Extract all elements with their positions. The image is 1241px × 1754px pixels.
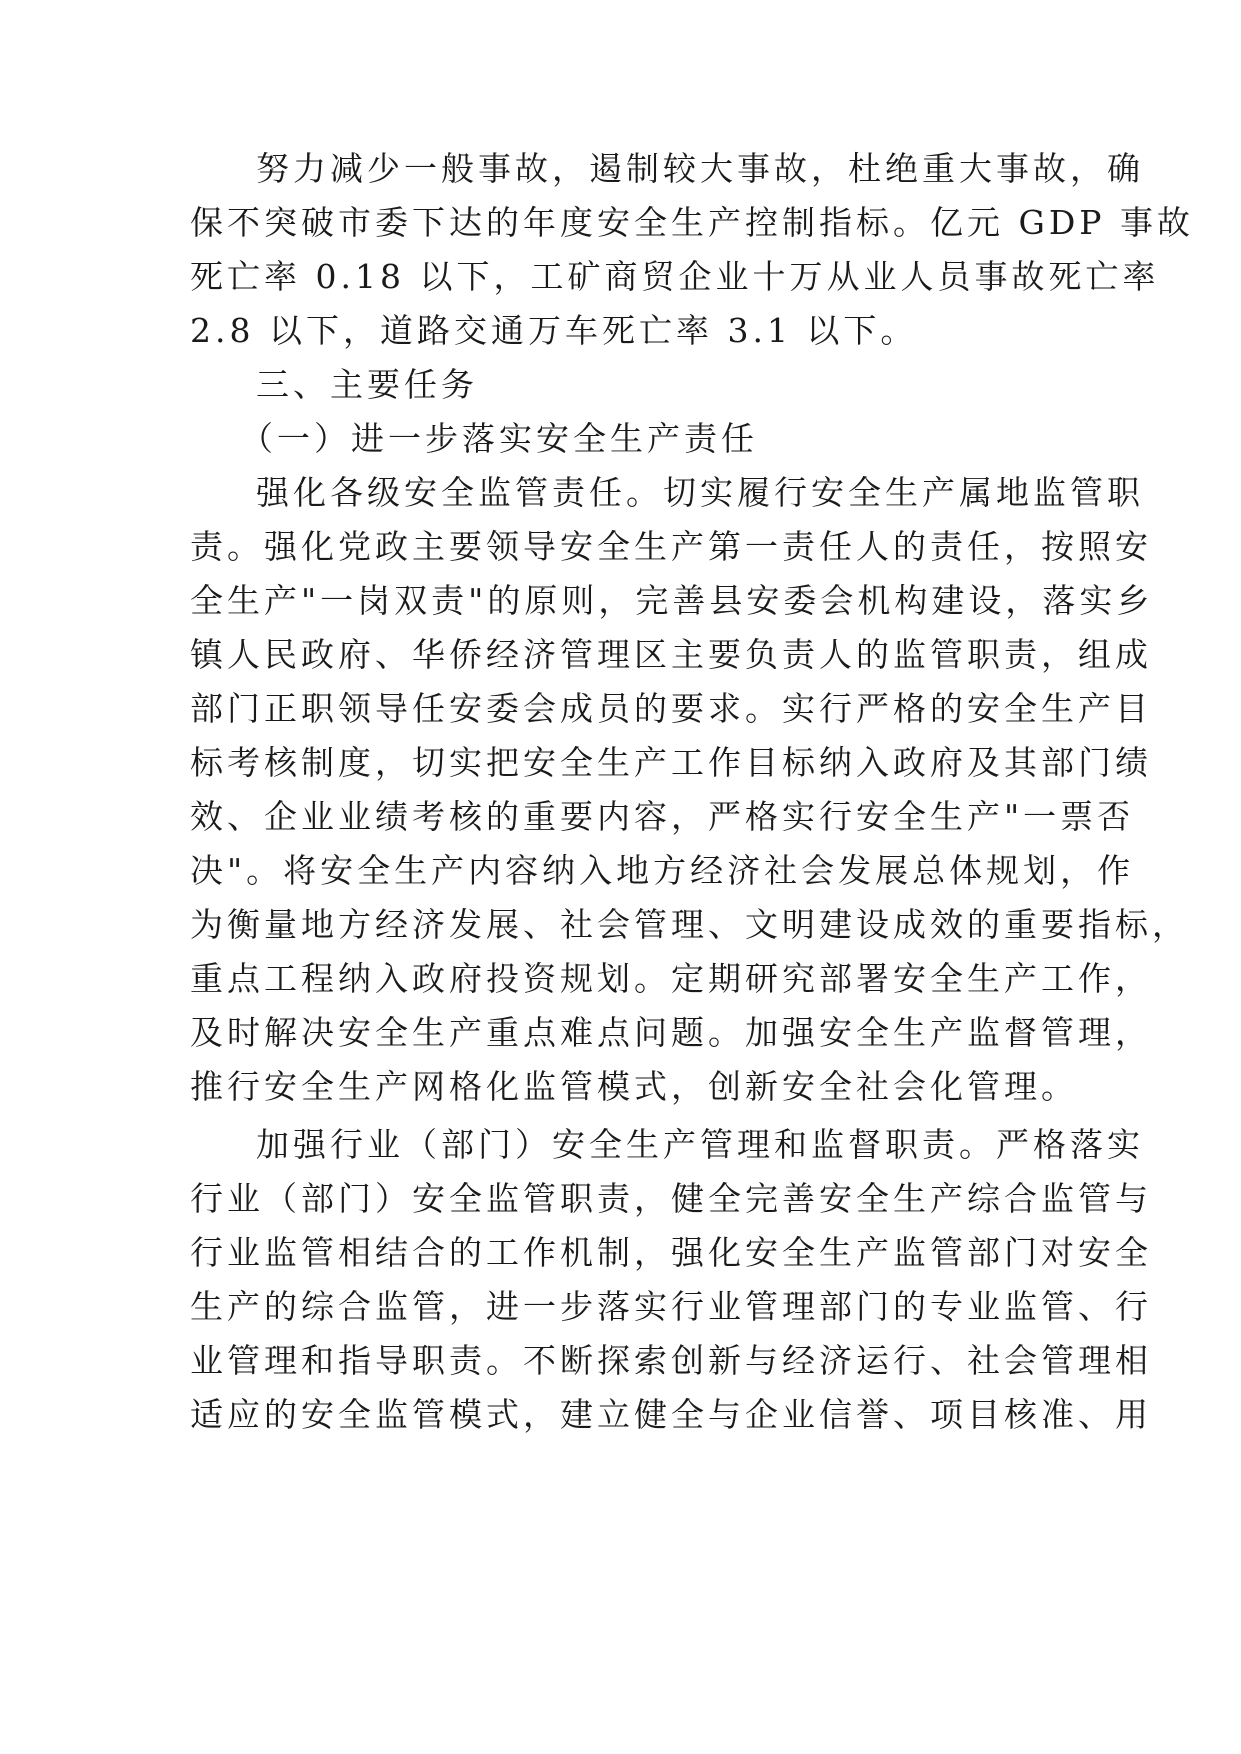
paragraph-line: 全生产"一岗双责"的原则，完善县安委会机构建设，落实乡 [190,581,1154,620]
paragraph-line: 加强行业（部门）安全生产管理和监督职责。严格落实 [256,1125,1144,1164]
paragraph-line: 保不突破市委下达的年度安全生产控制指标。亿元 GDP 事故 [190,203,1195,242]
paragraph-line: 决"。将安全生产内容纳入地方经济社会发展总体规划，作 [190,851,1135,890]
paragraph-line: 强化各级安全监管责任。切实履行安全生产属地监管职 [256,473,1144,512]
paragraph-line: 适应的安全监管模式，建立健全与企业信誉、项目核准、用 [190,1395,1152,1434]
paragraph-line: 部门正职领导任安委会成员的要求。实行严格的安全生产目 [190,689,1152,728]
paragraph-line: 行业（部门）安全监管职责，健全完善安全生产综合监管与 [190,1179,1152,1218]
paragraph-line: 推行安全生产网格化监管模式，创新安全社会化管理。 [190,1067,1078,1106]
paragraph-line: 2.8 以下，道路交通万车死亡率 3.1 以下。 [190,311,918,350]
paragraph-line: 行业监管相结合的工作机制，强化安全生产监管部门对安全 [190,1233,1152,1272]
subsection-heading: （一）进一步落实安全生产责任 [240,419,758,458]
paragraph-line: 重点工程纳入政府投资规划。定期研究部署安全生产工作， [190,959,1152,998]
paragraph-line: 业管理和指导职责。不断探索创新与经济运行、社会管理相 [190,1341,1152,1380]
paragraph-line: 生产的综合监管，进一步落实行业管理部门的专业监管、行 [190,1287,1152,1326]
paragraph-line: 努力减少一般事故，遏制较大事故，杜绝重大事故，确 [256,149,1144,188]
paragraph-line: 效、企业业绩考核的重要内容，严格实行安全生产"一票否 [190,797,1135,836]
paragraph-line: 及时解决安全生产重点难点问题。加强安全生产监督管理， [190,1013,1152,1052]
paragraph-line: 死亡率 0.18 以下，工矿商贸企业十万从业人员事故死亡率 [190,257,1160,296]
paragraph-line: 标考核制度，切实把安全生产工作目标纳入政府及其部门绩 [190,743,1152,782]
paragraph-line: 镇人民政府、华侨经济管理区主要负责人的监管职责，组成 [190,635,1152,674]
section-heading: 三、主要任务 [256,365,478,404]
paragraph-line: 责。强化党政主要领导安全生产第一责任人的责任，按照安 [190,527,1152,566]
paragraph-line: 为衡量地方经济发展、社会管理、文明建设成效的重要指标， [190,905,1189,944]
